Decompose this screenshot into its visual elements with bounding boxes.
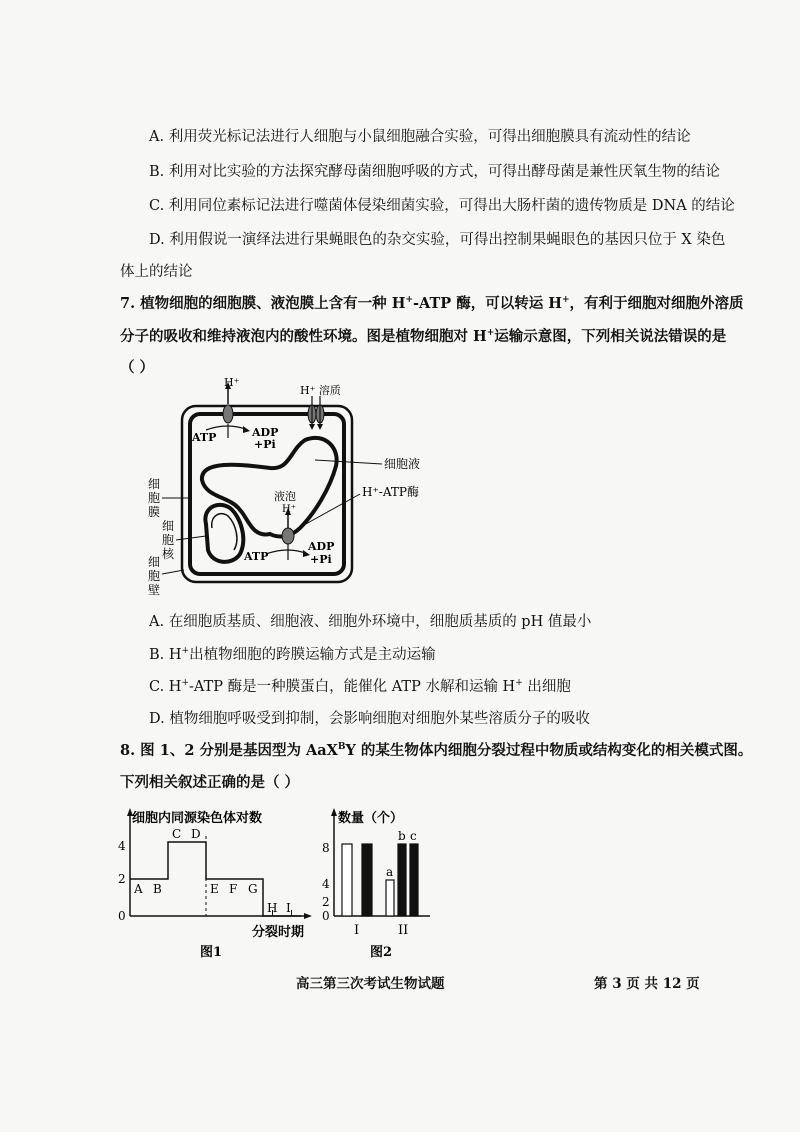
fig1-segment-label-G: G <box>248 882 258 896</box>
fig1-segment-label-F: F <box>229 882 238 896</box>
footer-page-number: 第 3 页 共 12 页 <box>594 976 700 992</box>
q7-option-c: C. H+-ATP 酶是一种膜蛋白，能催化 ATP 水解和运输 H+ 出细胞 <box>149 678 571 695</box>
fig-wall-2: 胞 <box>148 569 161 583</box>
q6-option-c: C. 利用同位素标记法进行噬菌体侵染细菌实验，可得出大肠杆菌的遗传物质是 DNA 的结论 <box>149 198 735 214</box>
q7-stem-line2: 分子的吸收和维持液泡内的酸性环境。图是植物细胞对 H+运输示意图，下列相关说法错误的是 <box>120 328 727 345</box>
h-atpase-pump-vacuole <box>282 528 294 544</box>
fig-membrane-2: 胞 <box>148 491 161 505</box>
fig2-bar-label-a: a <box>386 865 394 879</box>
fig-nucleus-1: 细 <box>162 519 175 533</box>
fig1-segment-label-H: H <box>267 901 278 915</box>
plant-cell-figure <box>140 378 500 598</box>
fig2-ytick-2: 2 <box>322 895 330 909</box>
fig-adp-vac: ADP <box>308 540 335 553</box>
fig2-ytick-4: 4 <box>322 877 330 891</box>
fig-wall-3: 壁 <box>148 583 161 597</box>
fig-atp-top: ATP <box>192 431 217 444</box>
fig1-segment-label-C: C <box>172 827 182 841</box>
fig-atp-vac: ATP <box>244 550 269 563</box>
fig2-bar-label-c: c <box>410 829 417 843</box>
fig-h-atpase: H⁺-ATP酶 <box>362 485 419 499</box>
q7-option-d: D. 植物细胞呼吸受到抑制，会影响细胞对细胞外某些溶质分子的吸收 <box>149 711 590 727</box>
q7-paren: （ ） <box>120 359 155 376</box>
q6-option-b: B. 利用对比实验的方法探究酵母菌细胞呼吸的方式，可得出酵母菌是兼性厌氧生物的结论 <box>149 164 720 180</box>
fig2-bar-II-4 <box>410 844 418 916</box>
fig2-bar-I-1 <box>362 844 372 916</box>
fig2-cat-2: II <box>398 923 409 938</box>
fig-pi-vac: +Pi <box>310 553 332 566</box>
fig-h-vac: H⁺ <box>282 504 296 515</box>
fig2-bar-II-3 <box>398 844 406 916</box>
fig-pi-top: +Pi <box>254 438 276 451</box>
fig-h-top: H⁺ <box>224 378 240 389</box>
q7-option-b: B. H+出植物细胞的跨膜运输方式是主动运输 <box>149 646 436 663</box>
fig2-bar-II-2 <box>386 880 394 916</box>
footer-title: 高三第三次考试生物试题 <box>296 976 445 992</box>
fig1-segment-label-A: A <box>134 882 143 896</box>
fig1-caption: 图1 <box>200 945 223 960</box>
fig1-segment-label-E: E <box>210 882 219 896</box>
fig-adp-top: ADP <box>252 426 279 439</box>
fig2-ylabel: 数量（个） <box>338 811 404 826</box>
fig1-segment-label-I: I <box>286 901 291 915</box>
fig-nucleus-3: 核 <box>162 547 175 561</box>
q7-option-a: A. 在细胞质基质、细胞液、细胞外环境中，细胞质基质的 pH 值最小 <box>149 614 592 630</box>
fig1-ylabel: 细胞内同源染色体对数 <box>132 811 263 826</box>
fig2-ytick-8: 8 <box>322 841 330 855</box>
fig-nucleus-2: 胞 <box>162 533 175 547</box>
q8-stem-line1: 8. 图 1、2 分别是基因型为 AaX$^B$Y 的某生物体内细胞分裂过程中物质或结构变化的相关模式图。 <box>120 742 753 759</box>
fig1-ytick-0: 0 <box>118 909 126 923</box>
fig2-cat-1: I <box>354 923 360 938</box>
vacuole-shape <box>202 438 337 537</box>
q7-stem-line1: 7. 植物细胞的细胞膜、液泡膜上含有一种 H+-ATP 酶，可以转运 H+，有利于细胞对细胞外溶质 <box>120 295 744 312</box>
h-atpase-pump-top <box>223 405 233 423</box>
fig-vacuole-label: 液泡 <box>274 490 296 503</box>
fig-membrane-3: 膜 <box>148 505 161 519</box>
fig1-xlabel: 分裂时期 <box>252 925 305 940</box>
fig2-bar-I-0 <box>342 844 352 916</box>
q6-option-a: A. 利用荧光标记法进行人细胞与小鼠细胞融合实验，可得出细胞膜具有流动性的结论 <box>149 129 691 145</box>
fig1-ytick-4: 4 <box>118 839 126 853</box>
q6-option-d-cont: 体上的结论 <box>120 264 193 280</box>
fig1-segment-label-D: D <box>191 827 201 841</box>
fig1-ytick-2: 2 <box>118 872 126 886</box>
q8-stem-line2: 下列相关叙述正确的是（ ） <box>120 774 300 791</box>
figure-2-chart <box>318 800 438 960</box>
fig-membrane-1: 细 <box>148 477 161 491</box>
fig-h-solute: H⁺ 溶质 <box>300 384 341 397</box>
fig2-caption: 图2 <box>370 945 393 960</box>
fig2-ytick-0: 0 <box>322 909 330 923</box>
q6-option-d: D. 利用假说一演绎法进行果蝇眼色的杂交实验，可得出控制果蝇眼色的基因只位于 X 染色 <box>149 232 726 248</box>
fig-wall-1: 细 <box>148 555 161 569</box>
fig2-bar-label-b: b <box>398 829 406 843</box>
fig-cell-sap: 细胞液 <box>384 457 421 471</box>
figure-1-chart <box>112 800 312 960</box>
fig1-segment-label-B: B <box>153 882 162 896</box>
